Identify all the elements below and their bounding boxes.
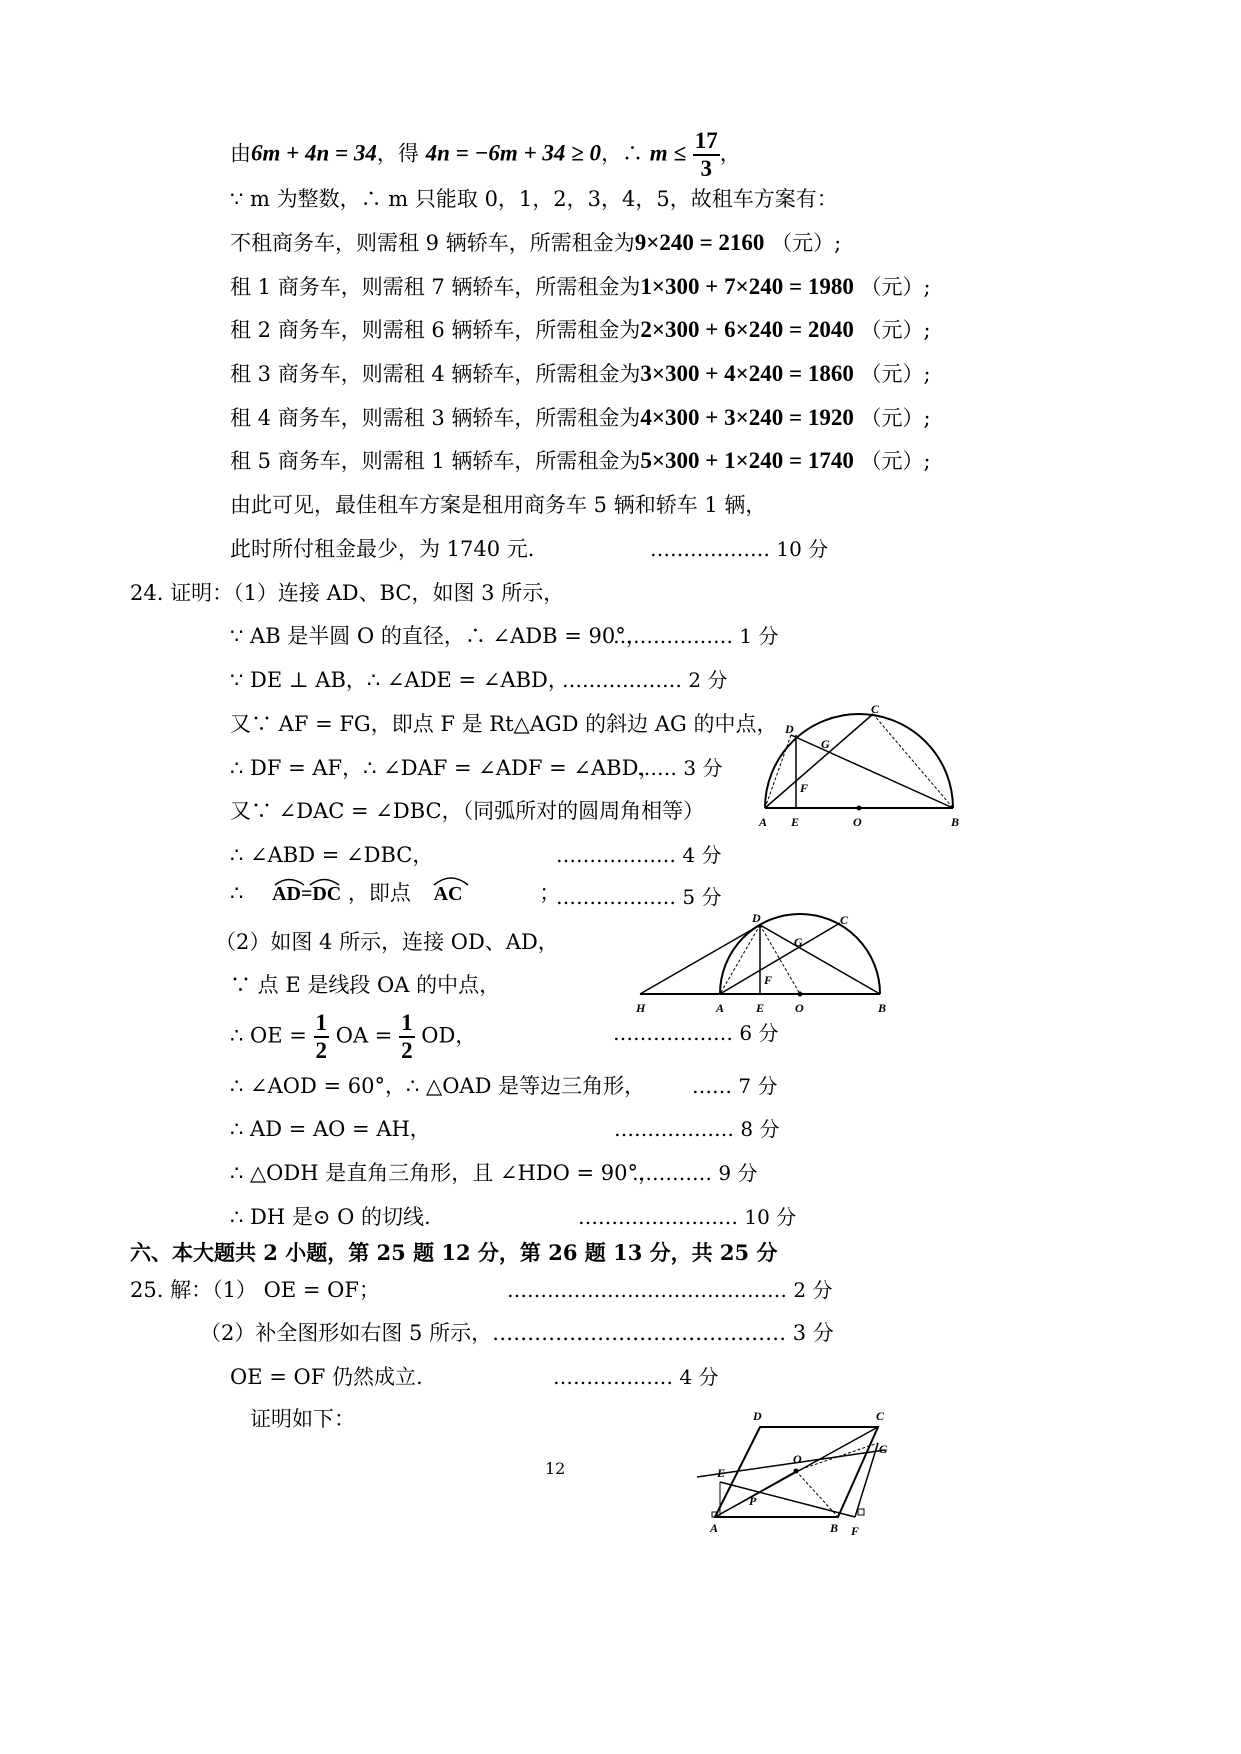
proof-line: ∴ ∠ABD = ∠DBC， — [230, 843, 434, 867]
fig5-label: F — [851, 1524, 860, 1538]
fig5-label: D — [753, 1409, 762, 1423]
fig5-label: B — [830, 1521, 839, 1535]
score-mark: ……………… 4 分 — [556, 843, 722, 867]
fig4-label: H — [636, 1001, 646, 1015]
fig5-label: C — [876, 1409, 885, 1423]
figure-5 — [695, 1405, 905, 1540]
fraction-line: ∴ OE = $\frac{1}{2}$ OA = $\frac{1}{2}$ OD， — [230, 1010, 477, 1063]
fraction: $\frac{17}{3}$ — [694, 128, 718, 181]
fig4-label: B — [878, 1001, 887, 1015]
fig4-label: F — [764, 973, 773, 987]
arc-line: ∴ AD=DC ，即点 AC ； — [230, 880, 560, 907]
text: ，∴ — [601, 141, 644, 166]
eq-line-1 — [230, 128, 741, 182]
integer-line: ∵ m 为整数，∴ m 只能取 0，1，2，3，4，5，故租车方案有： — [230, 187, 838, 211]
proof-line: ∵ AB 是半圆 O 的直径，∴ ∠ADB = 90°， — [230, 624, 647, 648]
fig3-label: E — [791, 815, 800, 829]
score-mark: …………………………………… 2 分 — [507, 1278, 833, 1302]
score-mark: ………… 9 分 — [632, 1161, 758, 1185]
figure-4 — [630, 910, 900, 1020]
fig4-label: G — [794, 935, 803, 949]
score-mark: ……………… 1 分 — [613, 624, 779, 648]
score-mark: …………………… 10 分 — [578, 1205, 797, 1229]
proof-line: ∴ DH 是⊙ O 的切线. — [230, 1205, 431, 1229]
conclusion-line: 由此可见，最佳租车方案是租用商务车 5 辆和轿车 1 辆， — [230, 493, 767, 517]
problem-25-line: 25. 解：（1） OE = OF； — [130, 1278, 380, 1302]
part2-head: （2）如图 4 所示，连接 OD、AD， — [215, 930, 559, 954]
equation: m ≤ — [649, 140, 687, 166]
proof-line: ∵ DE ⊥ AB，∴ ∠ADE = ∠ABD， — [230, 668, 569, 692]
fig3-label: O — [853, 815, 862, 829]
fig3-label: D — [785, 722, 794, 736]
score-mark: ……………… 5 分 — [556, 885, 722, 909]
score-mark: …… 3 分 — [637, 756, 723, 780]
problem-25-line: （2）补全图形如右图 5 所示，…………………………………… 3 分 — [200, 1321, 834, 1345]
fig3-label: F — [800, 781, 809, 795]
problem-24-head: 24. 证明：（1）连接 AD、BC，如图 3 所示， — [130, 581, 565, 605]
proof-line: 又∵ AF = FG，即点 F 是 Rt△AGD 的斜边 AG 的中点， — [230, 712, 778, 736]
case-line: 租 1 商务车，则需租 7 辆轿车，所需租金为1×300 + 7×240 = 1980 （元）; — [230, 274, 931, 299]
proof-line: ∵ 点 E 是线段 OA 的中点， — [230, 973, 501, 997]
score-mark: ……………… 8 分 — [614, 1117, 780, 1141]
fig5-label: E — [717, 1466, 726, 1480]
arc-label: AC — [434, 880, 463, 907]
text: 由 — [230, 141, 251, 166]
fig3-label: C — [871, 702, 880, 716]
fig4-label: E — [756, 1001, 765, 1015]
fig5-label: G — [879, 1442, 888, 1456]
equation: 4n = −6m + 34 ≥ 0 — [425, 140, 602, 166]
section-heading: 六、本大题共 2 小题，第 25 题 12 分，第 26 题 13 分，共 25 分 — [130, 1240, 778, 1265]
arc-icon — [272, 876, 342, 886]
text: ，得 — [376, 141, 419, 166]
text: ， — [719, 141, 741, 166]
case-line: 租 5 商务车，则需租 1 辆轿车，所需租金为5×300 + 1×240 = 1740 （元）; — [230, 448, 931, 473]
problem-25-line: 证明如下： — [250, 1407, 355, 1431]
proof-line: ∴ △ODH 是直角三角形，且 ∠HDO = 90°， — [230, 1161, 660, 1185]
proof-line: ∴ AD = AO = AH， — [230, 1117, 431, 1141]
case-line: 租 2 商务车，则需租 6 辆轿车，所需租金为2×300 + 6×240 = 2040 （元）; — [230, 317, 931, 342]
proof-line: 又∵ ∠DAC = ∠DBC，（同弧所对的圆周角相等） — [230, 799, 705, 823]
proof-line: ∴ DF = AF，∴ ∠DAF = ∠ADF = ∠ABD， — [230, 756, 660, 780]
proof-line: ∴ ∠AOD = 60°，∴ △OAD 是等边三角形， — [230, 1074, 646, 1098]
fig5-label: O — [793, 1452, 802, 1466]
conclusion-line: 此时所付租金最少，为 1740 元. — [230, 537, 535, 561]
fig3-label: A — [759, 815, 768, 829]
arc-equation: AD=DC — [272, 880, 341, 907]
score-mark: …… 7 分 — [692, 1074, 778, 1098]
score-mark: ……………… 4 分 — [553, 1365, 719, 1389]
fig4-label: D — [752, 911, 761, 925]
fig3-label: B — [951, 815, 960, 829]
arc-icon — [432, 874, 472, 886]
case-line: 不租商务车，则需租 9 辆轿车，所需租金为9×240 = 2160 （元）; — [230, 230, 842, 255]
figure-3 — [755, 700, 975, 830]
fig5-label: P — [749, 1494, 757, 1508]
fig4-label: A — [716, 1001, 725, 1015]
case-line: 租 4 商务车，则需租 3 辆轿车，所需租金为4×300 + 3×240 = 1920 （元）; — [230, 405, 931, 430]
score-mark: ……………… 6 分 — [613, 1021, 779, 1045]
score-mark: ……………… 2 分 — [562, 668, 728, 692]
problem-25-line: OE = OF 仍然成立. — [230, 1365, 423, 1389]
fig4-label: C — [840, 913, 849, 927]
fig4-label: O — [795, 1001, 804, 1015]
equation: 6m + 4n = 34 — [251, 140, 377, 166]
fig3-label: G — [821, 737, 830, 751]
score-mark: ……………… 10 分 — [650, 537, 829, 561]
page-number: 12 — [545, 1459, 566, 1478]
fig5-label: A — [710, 1521, 719, 1535]
case-line: 租 3 商务车，则需租 4 辆轿车，所需租金为3×300 + 4×240 = 1860 （元）; — [230, 361, 931, 386]
